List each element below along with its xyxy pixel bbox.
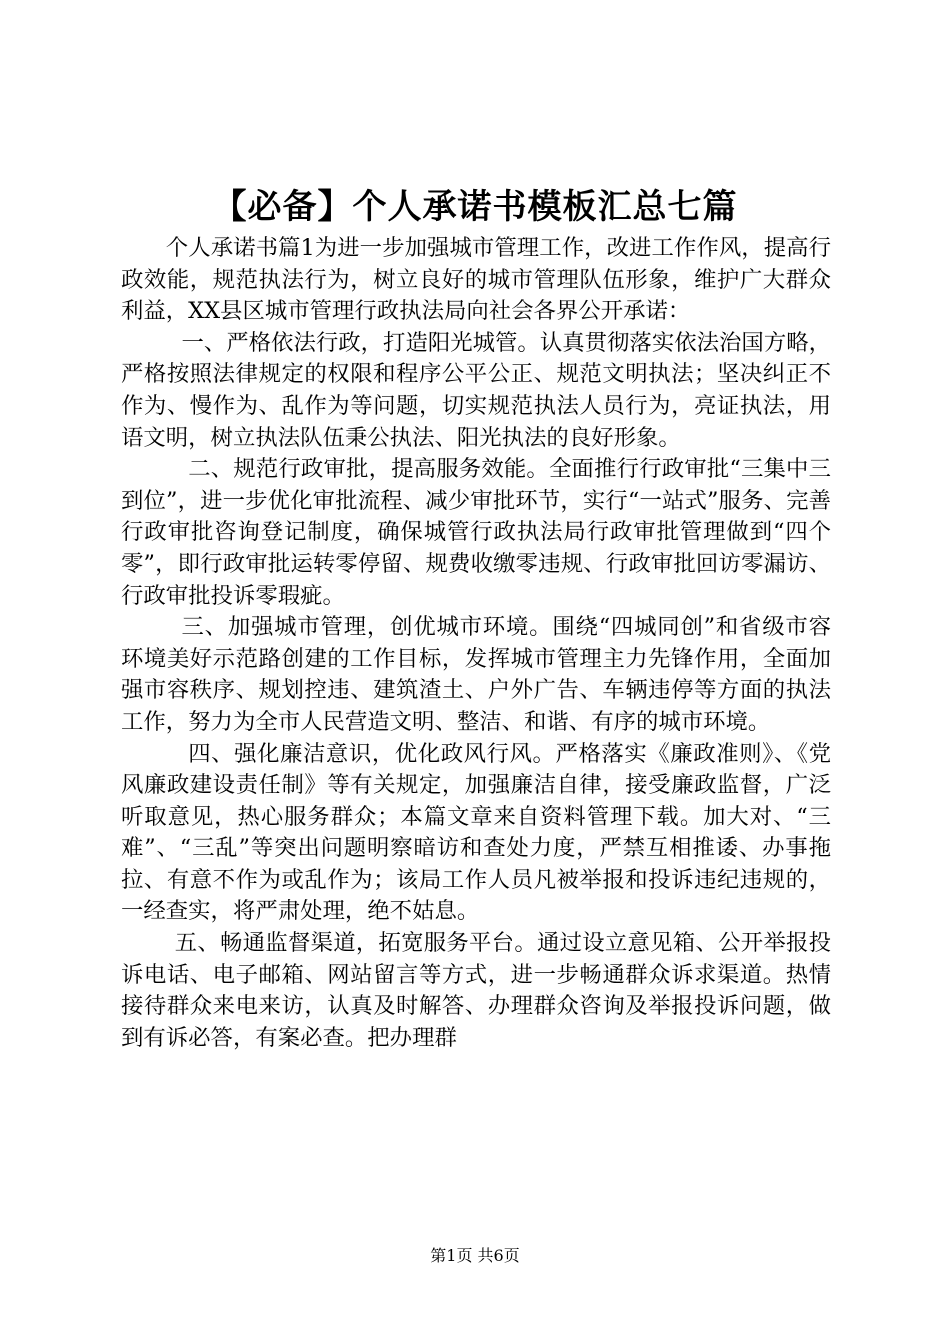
paragraph-item-3: 三、加强城市管理，创优城市环境。围绕“四城同创”和省级市容环境美好示范路创建的工作目标，发挥城市管理主力先锋作用，全面加强市容秩序、规划控违、建筑渣土、户外广告、车辆违停等方面的执法工作，努力为全市人民营造文明、整洁、和谐、有序的城市环境。 [121, 614, 831, 735]
paragraph-item-5: 五、畅通监督渠道，拓宽服务平台。通过设立意见箱、公开举报投诉电话、电子邮箱、网站留言等方式，进一步畅通群众诉求渠道。热情接待群众来电来访，认真及时解答、办理群众咨询及举报投诉问题，做到有诉必答，有案必查。把办理群 [121, 930, 831, 1051]
page-footer: 第1页 共6页 [430, 1246, 520, 1265]
paragraph-intro: 个人承诺书篇1为进一步加强城市管理工作，改进工作作风，提高行政效能，规范执法行为，树立良好的城市管理队伍形象，维护广大群众利益，XX县区城市管理行政执法局向社会各界公开承诺： [121, 235, 831, 325]
document-title: 【必备】个人承诺书模板汇总七篇 [212, 187, 738, 227]
document-body [121, 233, 831, 1054]
paragraph-item-4: 四、强化廉洁意识，优化政风行风。严格落实《廉政准则》、《党风廉政建设责任制》等有关规定，加强廉洁自律，接受廉政监督，广泛听取意见，热心服务群众；本篇文章来自资料管理下载。加大对、“三难”、“三乱”等突出问题明察暗访和查处力度，严禁互相推诿、办事拖拉、有意不作为或乱作为；该局工作人员凡被举报和投诉违纪违规的，一经查实，将严肃处理，绝不姑息。 [121, 740, 831, 925]
paragraph-item-1: 一、严格依法行政，打造阳光城管。认真贯彻落实依法治国方略，严格按照法律规定的权限和程序公平公正、规范文明执法；坚决纠正不作为、慢作为、乱作为等问题，切实规范执法人员行为，亮证执法，用语文明，树立执法队伍秉公执法、阳光执法的良好形象。 [121, 329, 831, 451]
paragraph-item-2: 二、规范行政审批，提高服务效能。全面推行行政审批“三集中三到位”，进一步优化审批流程、减少审批环节，实行“一站式”服务、完善行政审批咨询登记制度，确保城管行政执法局行政审批管理做到“四个零”，即行政审批运转零停留、规费收缴零违规、行政审批回访零漏访、行政审批投诉零瑕疵。 [121, 456, 831, 609]
